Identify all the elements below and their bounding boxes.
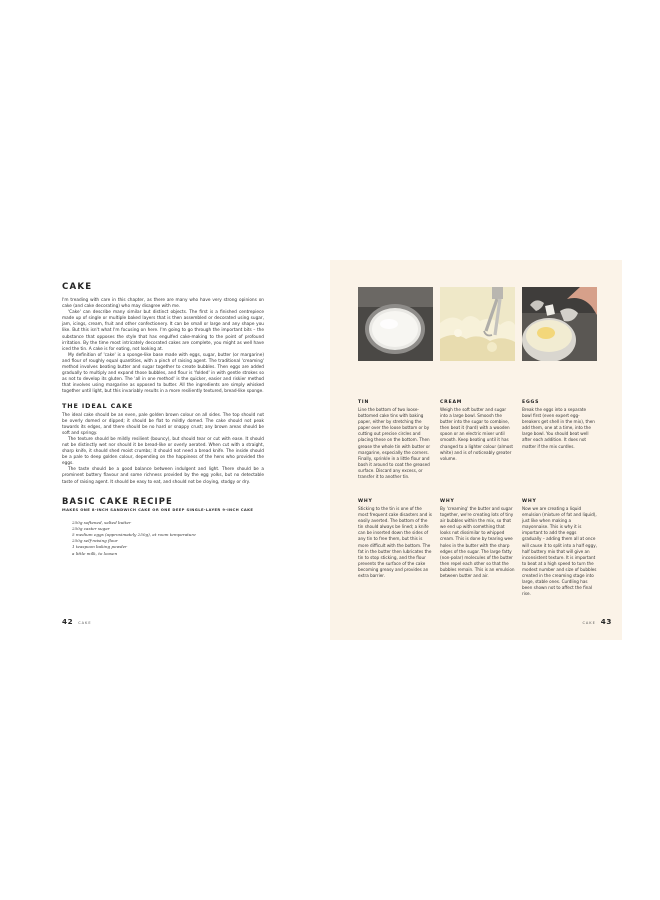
why-heading: WHY (440, 499, 455, 504)
chapter-heading: CAKE (62, 282, 93, 292)
ingredient-item: 250g caster sugar (72, 525, 110, 531)
photo-strip (358, 287, 597, 361)
intro-paragraph-1: I'm treading with care in this chapter, as there are many who have very strong opinions on cake (and cake decorating) who may disagree with me. (62, 298, 264, 310)
running-head: CAKE (582, 621, 596, 625)
ingredient-item: 5 medium eggs (approximately 250g), at room temperature (72, 532, 196, 538)
eggs-photo (522, 287, 597, 361)
running-head: CAKE (78, 621, 92, 625)
method-column-eggs (522, 400, 597, 480)
left-page-footer (62, 617, 92, 626)
ingredient-list (72, 520, 264, 557)
method-heading: EGGS (522, 400, 540, 405)
ingredient-item: 250g softened, salted butter (72, 519, 131, 525)
why-text: By 'creaming' the butter and sugar together, we're creating lots of tiny air bubbles within the mix, so that we end up with something that looks not dissimilar to whipped cream. This is done by tearing wee holes in the butter with the sharp edges of the sugar. The large fatty (non-polar) molecules of the butter then repel each other so that the bubbles remain. This is an emulsion between butter and air. (440, 506, 515, 579)
method-column-cream (440, 400, 515, 480)
method-text: Break the eggs into a separate bowl first (even expert egg-breakers get shell in the mix), then add them, one at a time, into the large bowl. You should beat well after each addition. It does not matter if the mix curdles. (522, 407, 595, 449)
method-heading: TIN (358, 400, 370, 405)
recipe-heading: BASIC CAKE RECIPE (62, 495, 173, 506)
page-number: 42 (62, 617, 74, 626)
why-text: Now we are creating a liquid emulsion (mixture of fat and liquid), just like when making a mayonnaise. This is why it is important to add the eggs gradually – adding them all at once will cause it to split into a half eggy, half buttery mix that will give an inconsistent texture. It is important to beat at a high speed to turn the modest number and size of bubbles created in the creaming stage into large, stable ones. Curdling has been shown not to affect the final rise. (522, 506, 597, 597)
left-page-content (62, 282, 264, 557)
intro-paragraph-3: My definition of 'cake' is a sponge-like base made with eggs, sugar, butter (or margarine) and flour of roughly equal quantities, with a pinch of raising agent. The traditional 'creaming' method involves beating butter and sugar together to create bubbles. Then eggs are added gradually to multiply and expand those bubbles, and flour is 'folded' in with gentle strokes so as not to develop its gluten. The 'all in one method' is the quicker, easier and riskier method that involves using margarine as opposed to butter. All the ingredients are simply whisked together until light, but this invariably results in a more resiliently textured, bread-like sponge. (62, 352, 264, 395)
ingredient-item: 1 teaspoon baking powder (72, 544, 128, 550)
page-number: 43 (600, 617, 612, 626)
why-text: Sticking to the tin is one of the most frequent cake disasters and is easily averted. The bottom of the tin should always be lined; a knife can be inserted down the sides of any tin to free them, but this is more difficult with the bottom. The fat in the butter then lubricates the tin to stop sticking, and the flour prevents the surface of the cake becoming greasy and provides an extra barrier. (358, 506, 432, 579)
method-column-tin (358, 400, 433, 480)
method-text: Line the bottom of two loose-bottomed cake tins with baking paper, either by stretching the paper over the loose bottom or by cutting out precise circles and placing these on the bottom. Then grease the whole tin with butter or margarine, especially the corners. Finally, sprinkle in a little flour and bash it around to coat the greased surface. Discard any excess, or transfer it to another tin. (358, 407, 431, 480)
ideal-paragraph-1: The ideal cake should be an even, pale golden brown colour on all sides. The top should not be overly domed or dipped; it should be flat to mildly domed. The cake should not peak towards its edges, and there should be no hard or snappy crust; any brown areas should be soft and springy. (62, 412, 264, 436)
right-page-footer (582, 617, 612, 626)
ideal-paragraph-3: The taste should be a good balance between indulgent and light. There should be a prominent buttery flavour and some richness provided by the egg yolks, but no detectable taste of raising agent. It should be easy to eat, and should not be cloying, stodgy or dry. (62, 467, 264, 485)
recipe-yield: MAKES ONE 8-INCH SANDWICH CAKE OR ONE DEEP SINGLE-LAYER 9-INCH CAKE (62, 507, 254, 512)
ideal-cake-heading: THE IDEAL CAKE (62, 401, 134, 410)
ingredient-item: a little milk, to loosen (72, 550, 118, 556)
why-heading: WHY (522, 499, 537, 504)
ingredient-item: 250g self-raising flour (72, 538, 118, 544)
why-column-cream (440, 499, 515, 597)
ideal-paragraph-2: The texture should be mildly resilient (bouncy), but should tear or cut with ease. It should not be distinctly wet nor should it be bread-like or overly aerated. When cut with a straight, sharp knife, it should shed moist crumbs; it should not need a bread knife. The inside should be a pale to deep golden colour, depending on the happiness of the hens who provided the eggs. (62, 436, 264, 467)
method-heading: CREAM (440, 400, 463, 405)
why-heading: WHY (358, 499, 373, 504)
method-columns (358, 400, 597, 480)
cream-photo (440, 287, 515, 361)
method-text: Weigh the soft butter and sugar into a large bowl. Smoosh the butter into the sugar to combine, then beat it (hard) with a wooden spoon or an electric mixer until smooth. Keep beating until it has changed to a lighter colour (almost white) and is of noticeably greater volume. (440, 407, 514, 461)
why-column-eggs (522, 499, 597, 597)
intro-paragraph-2: 'Cake' can describe many similar but distinct objects. The first is a finished centrepiece made up of single or multiple baked layers that is then assembled or decorated using sugar, jam, icings, cream, fruit and other confectionery. It can be small or large and any shape you like. But this isn't what I'm focusing on here. I'm going to go through the important bits – the substance that opposes the style that has engulfed cake-making to the point of profound irritation. By the time most intricately decorated cakes are complete, you might as well have iced the tin. A cake is for eating, not looking at. (62, 310, 264, 352)
tin-photo (358, 287, 433, 361)
why-column-tin (358, 499, 433, 597)
right-page (330, 260, 622, 640)
why-columns (358, 499, 597, 597)
